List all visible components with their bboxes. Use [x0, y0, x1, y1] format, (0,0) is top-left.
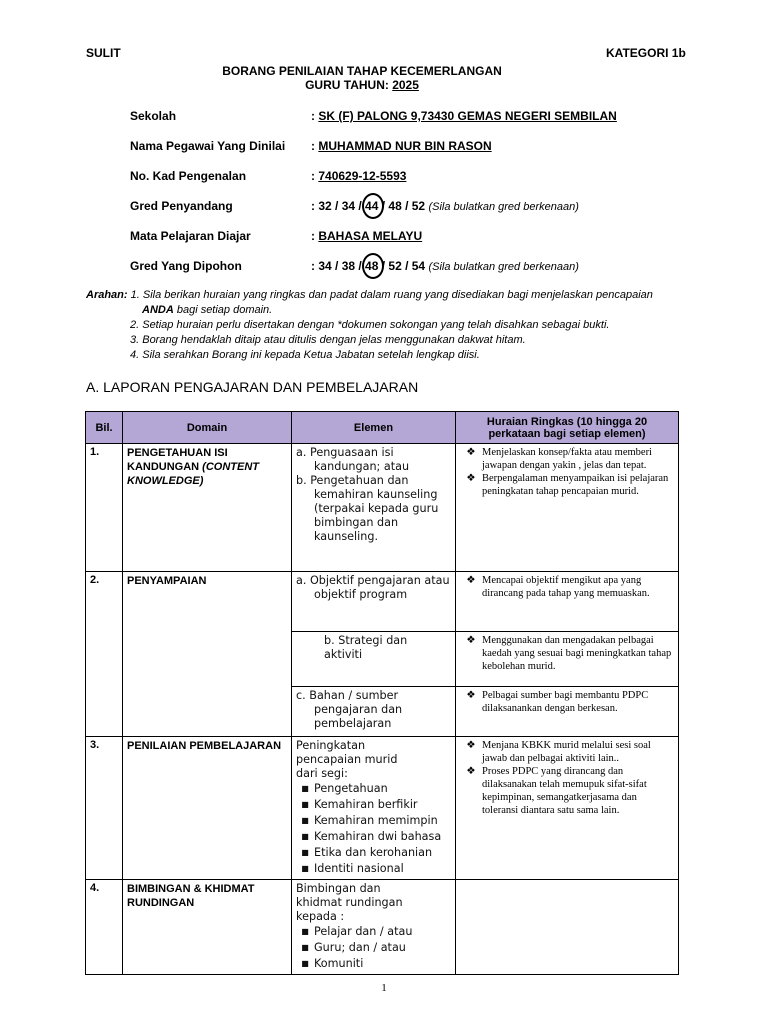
- diamond-bullet-icon: ❖: [466, 473, 476, 484]
- table-row: [86, 572, 679, 632]
- square-bullet-icon: ■: [301, 800, 309, 809]
- list-item: ■ Kemahiran memimpin: [296, 813, 451, 829]
- row-elemen: Bimbingan dan khidmat rundingan kepada : ■ Pelajar dan / atau ■ Guru; dan / atau ■ Komuniti: [292, 880, 456, 975]
- header-sulit: SULIT: [86, 46, 121, 60]
- header-kategori: KATEGORI 1b: [606, 46, 686, 60]
- diamond-bullet-icon: ❖: [466, 690, 476, 701]
- diamond-bullet-icon: ❖: [466, 740, 476, 751]
- row-bil: 4.: [86, 880, 123, 975]
- row-elemen: c. Bahan / sumber pengajaran dan pembelajaran: [292, 687, 456, 737]
- list-item: ■ Komuniti: [296, 956, 451, 972]
- table-row: [86, 880, 679, 975]
- row-elemen: Peningkatan pencapaian murid dari segi: ■ Pengetahuan ■ Kemahiran berfikir ■ Kemahiran memimpin ■ Kemahiran dwi bahasa ■ Etika dan kerohanian ■ Identiti nasional: [292, 737, 456, 880]
- mata-value: : BAHASA MELAYU: [311, 229, 423, 243]
- row-huraian: ❖ Menjana KBKK murid melalui sesi soal jawab dan pelbagai aktiviti lain.. ❖ Proses PDPC yang dirancang dan dilaksanakan telah memupuk sifat-sifat kepimpinan, semangatkerjasama dan toleransi diantara satu sama lain.: [456, 737, 679, 880]
- table-row: [86, 737, 679, 880]
- square-bullet-icon: ■: [301, 864, 309, 873]
- gred-value: : 32 / 34 / 44 / 48 / 52 (Sila bulatkan gred berkenaan): [311, 199, 579, 213]
- report-table: [85, 411, 679, 975]
- header-bil: Bil.: [86, 412, 123, 444]
- row-domain: PENILAIAN PEMBELAJARAN: [123, 737, 292, 880]
- gred-label: Gred Penyandang: [130, 199, 233, 213]
- row-domain: PENYAMPAIAN: [123, 572, 292, 737]
- list-item: ■ Guru; dan / atau: [296, 940, 451, 956]
- row-domain: PENGETAHUAN ISI KANDUNGAN (CONTENT KNOWLEDGE): [123, 444, 292, 572]
- diamond-bullet-icon: ❖: [466, 766, 476, 777]
- list-item: ■ Pelajar dan / atau: [296, 924, 451, 940]
- row-elemen: b. Strategi dan aktiviti: [292, 632, 456, 687]
- row-huraian: ❖ Pelbagai sumber bagi membantu PDPC dilaksanankan dengan berkesan.: [456, 687, 679, 737]
- row-huraian: ❖ Menjelaskan konsep/fakta atau memberi jawapan dengan yakin , jelas dan tepat. ❖ Berpengalaman menyampaikan isi pelajaran peningkatan tahap pencapaian murid.: [456, 444, 679, 572]
- diamond-bullet-icon: ❖: [466, 447, 476, 458]
- form-title: BORANG PENILAIAN TAHAP KECEMERLANGAN: [222, 64, 502, 78]
- list-item: ■ Kemahiran dwi bahasa: [296, 829, 451, 845]
- list-item: ■ Kemahiran berfikir: [296, 797, 451, 813]
- nama-label: Nama Pegawai Yang Dinilai: [130, 139, 286, 153]
- square-bullet-icon: ■: [301, 848, 309, 857]
- diamond-bullet-icon: ❖: [466, 635, 476, 646]
- square-bullet-icon: ■: [301, 832, 309, 841]
- dipohon-label: Gred Yang Dipohon: [130, 259, 242, 273]
- arahan-block: Arahan: 1. Sila berikan huraian yang ringkas dan padat dalam ruang yang disediakan bagi menjelaskan pencapaian ANDA bagi setiap domain. 2. Setiap huraian perlu disertakan dengan *dokumen sokongan yang telah disahkan sebagai bukti. 3. Borang hendaklah ditaip atau ditulis dengan jelas menggunakan dakwat hitam. 4. Sila serahkan Borang ini kepada Ketua Jabatan setelah lengkap diisi.: [86, 289, 653, 361]
- header-domain: Domain: [123, 412, 292, 444]
- form-subtitle: GURU TAHUN: 2025: [305, 78, 419, 92]
- row-elemen: a. Penguasaan isi kandungan; atau b. Pengetahuan dan kemahiran kaunseling (terpakai kepada guru bimbingan dan kaunseling.: [292, 444, 456, 572]
- square-bullet-icon: ■: [301, 784, 309, 793]
- kp-value: : 740629-12-5593: [311, 169, 407, 183]
- square-bullet-icon: ■: [301, 816, 309, 825]
- kp-label: No. Kad Pengenalan: [130, 169, 247, 183]
- row-huraian: [456, 880, 679, 975]
- row-bil: 3.: [86, 737, 123, 880]
- sekolah-value: : SK (F) PALONG 9,73430 GEMAS NEGERI SEMBILAN: [311, 109, 617, 123]
- page-number: 1: [381, 982, 387, 994]
- gred-circle-mark: [362, 193, 384, 219]
- list-item: ■ Pengetahuan: [296, 781, 451, 797]
- row-huraian: ❖ Menggunakan dan mengadakan pelbagai kaedah yang sesuai bagi meningkatkan tahap kebolehan murid.: [456, 632, 679, 687]
- square-bullet-icon: ■: [301, 943, 309, 952]
- section-a-title: A. LAPORAN PENGAJARAN DAN PEMBELAJARAN: [86, 379, 419, 395]
- row-domain: BIMBINGAN & KHIDMAT RUNDINGAN: [123, 880, 292, 975]
- header-elemen: Elemen: [292, 412, 456, 444]
- square-bullet-icon: ■: [301, 959, 309, 968]
- header-huraian: Huraian Ringkas (10 hingga 20 perkataan bagi setiap elemen): [456, 412, 679, 444]
- square-bullet-icon: ■: [301, 927, 309, 936]
- dipohon-value: : 34 / 38 / 48 / 52 / 54 (Sila bulatkan gred berkenaan): [311, 259, 579, 273]
- diamond-bullet-icon: ❖: [466, 575, 476, 586]
- table-row: [86, 444, 679, 572]
- sekolah-label: Sekolah: [130, 109, 177, 123]
- list-item: ■ Identiti nasional: [296, 861, 451, 877]
- list-item: ■ Etika dan kerohanian: [296, 845, 451, 861]
- row-bil: 2.: [86, 572, 123, 737]
- row-elemen: a. Objektif pengajaran atau objektif program: [292, 572, 456, 632]
- row-huraian: ❖ Mencapai objektif mengikut apa yang dirancang pada tahap yang memuaskan.: [456, 572, 679, 632]
- mata-label: Mata Pelajaran Diajar: [130, 229, 251, 243]
- dipohon-circle-mark: [362, 253, 384, 279]
- row-bil: 1.: [86, 444, 123, 572]
- nama-value: : MUHAMMAD NUR BIN RASON: [311, 139, 492, 153]
